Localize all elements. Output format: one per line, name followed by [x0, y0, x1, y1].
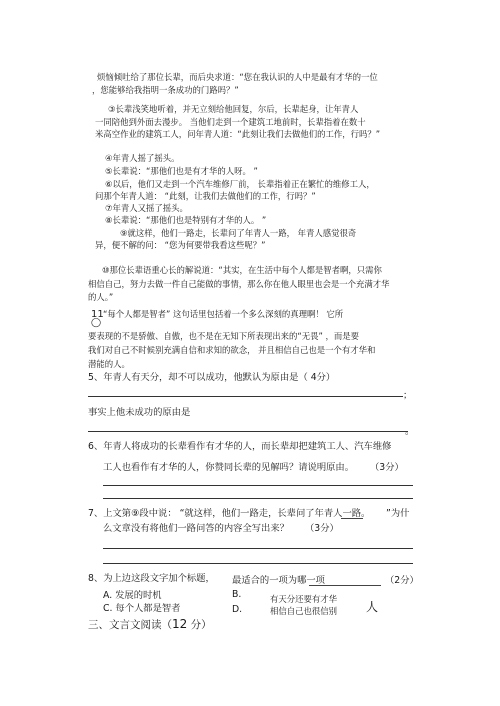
question-8-score: （2分） — [385, 575, 419, 586]
passage-line: ③长辈浅笑地听着，并无立刻给他回复，尔后，长辈起身，让年青人 — [108, 104, 359, 114]
question-6-prompt: 6、年青人将成功的长辈看作有才华的人，而长辈却把建筑工人、汽车维修 — [88, 441, 392, 452]
blank-underline — [341, 518, 363, 519]
question-8-prompt: 8、为上边这段文字加个标题， — [88, 573, 215, 584]
question-7-tail: ”为什 — [386, 508, 410, 519]
circle-marker: ◯ — [91, 318, 102, 328]
answer-line[interactable] — [103, 563, 413, 564]
answer-line[interactable] — [88, 431, 408, 432]
option-b-text[interactable]: 有天分还要有才华 — [270, 594, 337, 604]
passage-line: ⑩那位长辈语重心长的解说道：“其实，在生活中每个人都是智者啊，只需你 — [102, 265, 382, 275]
question-6-score: （3分） — [370, 462, 404, 473]
section-unit: 分） — [187, 619, 212, 631]
passage-line: ⑥以后，他们又走到一个汽车维修厂前， 长辈指着正在繁忙的维修工人， — [105, 179, 375, 189]
option-d-letter[interactable]: D. — [232, 604, 243, 615]
option-a[interactable]: A. 发展的时机 — [103, 590, 162, 601]
passage-line-number: 11 — [91, 309, 104, 320]
blank-underline[interactable] — [309, 585, 381, 586]
option-c[interactable]: C. 每个人都是智者 — [103, 603, 181, 614]
option-d-text-end[interactable]: 人 — [366, 600, 379, 614]
section-title: 三、文言文阅读（ — [88, 619, 172, 631]
option-d-text[interactable]: 相信自己也很信别 — [270, 606, 337, 616]
question-7-score: （3分） — [305, 523, 339, 534]
question-5-prompt: 5、年青人有天分，却不可以成功，他默认为原由是（ 4分） — [88, 372, 336, 383]
answer-line[interactable] — [103, 548, 413, 549]
passage-line: 异，便不解的问： “您为何要带我看这些呢？” — [95, 240, 266, 250]
question-5-period: 。 — [405, 426, 415, 437]
section-heading — [88, 619, 212, 631]
answer-line[interactable] — [103, 485, 413, 486]
answer-line[interactable] — [103, 498, 413, 499]
passage-line: 问那个年青人道： “此刻，让我们去做他们的工作，行吗？” — [95, 191, 316, 201]
passage-line: 米高空作业的建筑工人，问年青人道：“此刻让我们去做他们的工作，行吗？” — [95, 129, 381, 139]
passage-line: 一同陪他到外面去漫步。 当他们走到一个建筑工地前时，长辈指着在数十 — [95, 117, 366, 127]
question-6-line2: 工人也看作有才华的人，你赞同长辈的见解吗？请说明原由。 — [103, 462, 355, 473]
passage-line: 烦恼倾吐给了那位长辈，而后央求道：“您在我认识的人中是最有才华的一位 — [97, 72, 378, 82]
passage-line: 潜能的人。 — [88, 359, 130, 369]
answer-line[interactable] — [88, 396, 403, 397]
passage-line: ④年青人摇了摇头。 — [105, 153, 180, 163]
passage-line: 我们对自己不时候别充满自信和求知的欲念， 并且相信自己也是一个有才华和 — [88, 345, 376, 355]
question-7-prompt: 7、上文第⑨段中说： “就这样，他们一路走，长辈问了年青人一路。 — [88, 508, 371, 519]
question-5-semicolon: ； — [403, 390, 413, 401]
question-5-line2: 事实上他未成功的原由是 — [88, 407, 191, 418]
passage-line: 的人。” — [88, 292, 114, 302]
passage-line: ，您能够给我指明一条成功的门路吗？” — [92, 85, 239, 95]
option-b-letter[interactable]: B. — [232, 589, 242, 600]
question-8-prompt-2: 最适合的一项为哪一项 — [232, 575, 325, 586]
passage-line: 相信自己，努力去做一件自己能做的事情，那么你在他人眼里也会是一个充满才华 — [88, 279, 390, 289]
passage-line: ⑨就这样，他们一路走，长辈问了年青人一路， 年青人感觉很奇 — [120, 228, 357, 238]
passage-line: ⑦年青人又摇了摇头。 — [105, 203, 188, 213]
passage-line: ⑧长辈说：“那他们也是特别有才华的人。 ” — [105, 215, 267, 225]
section-score: 12 — [172, 617, 188, 631]
question-7-line2: 么文章没有将他们一路问答的内容全写出来？ — [103, 523, 289, 534]
passage-line: 要表现的不是骄傲、自傲，也不是在无知下所表现出来的“无畏” ，而是要 — [88, 331, 359, 341]
passage-line: ⑤长辈说：“那他们也是有才华的人呀。 ” — [105, 166, 258, 176]
passage-line: “每个人都是智者” 这句话里包括着一个多么深刻的真理啊！ 它所 — [103, 309, 344, 319]
